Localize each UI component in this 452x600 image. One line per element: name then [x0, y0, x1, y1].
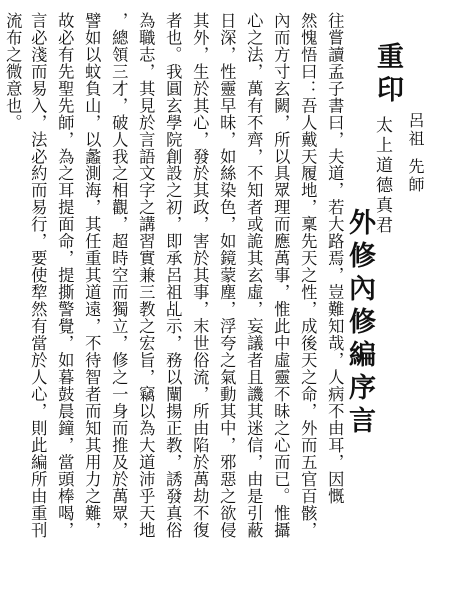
body-column-11: 故必有先聖先師，為之耳提面命，提撕警覺，如暮鼓晨鐘，當頭棒喝，	[55, 12, 75, 539]
body-column-2: 然愧悟曰：吾人戴天履地，稟先天之性，成後天之命，外而五官百骸，	[298, 12, 318, 539]
body-column-9: ，總領三才，破人我之相觀，超時空而獨立，修之一身而推及於萬眾，	[109, 12, 129, 539]
author-title: 太上道德真君	[372, 116, 392, 236]
body-column-12: 言必淺而易入，法必約而易行，要使犂然有當於人心，則此編所由重刊	[28, 12, 48, 539]
body-column-7: 者也。我圓玄學院創設之初，即承呂祖乩示，務以闡揚正教，誘發真俗	[163, 12, 183, 539]
body-column-6: 其外，生於其心，發於其政，害於其事，末世俗流，所由陷於萬劫不復	[190, 12, 210, 539]
document-title: 外修內修編序言	[344, 208, 375, 439]
body-column-3: 內而方寸玄闕，所以具眾理而應萬事，惟此中虛靈不昧之心而已。惟攝	[271, 12, 291, 539]
author-role: 先師	[406, 158, 425, 194]
body-column-8: 為職志，其見於言語文字之講習實兼三教之宏旨，竊以為大道沛乎天地	[136, 12, 156, 539]
body-column-5: 日深，性靈早昧，如絲染色，如鏡蒙塵，浮夸之氣動其中，邪惡之欲侵	[217, 12, 237, 539]
body-column-10: 譬如以蚊負山，以蠡測海，其任重其道遠，不待智者而知其用力之難，	[82, 12, 102, 539]
reprint-label: 重印	[372, 42, 403, 108]
author-name: 呂祖	[406, 112, 425, 148]
body-column-13: 流布之微意也。	[3, 12, 23, 131]
body-column-1: 往嘗讀孟子書曰，夫道，若大路焉，豈難知哉，人病不由耳，因慨	[325, 12, 345, 505]
body-column-4: 心之法，萬有不齊，不知者或詭其玄虛，妄議者且譏其迷信，由是引蔽	[244, 12, 264, 539]
